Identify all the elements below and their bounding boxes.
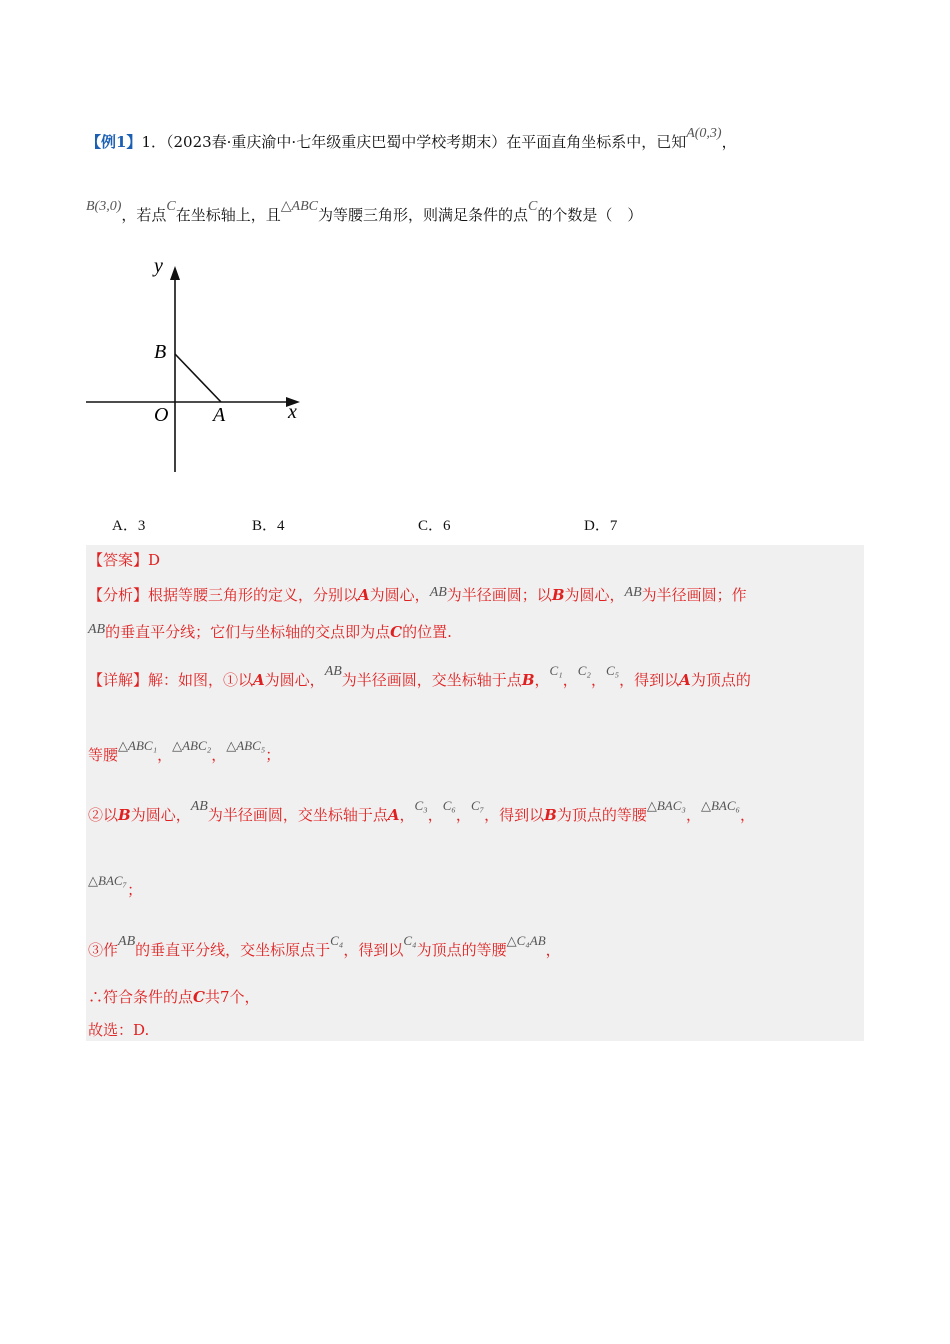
triangle-abc5: △ABC₅ bbox=[226, 738, 266, 753]
detail-text: ∴符合条件的点 bbox=[88, 988, 194, 1006]
question-text-2: ，若点 bbox=[121, 206, 167, 224]
point-c4: C₄ bbox=[403, 933, 417, 948]
question-number: 1． bbox=[141, 133, 166, 151]
question-source: （2023春·重庆渝中·七年级重庆巴蜀中学校考期末） bbox=[165, 133, 507, 151]
origin-label: O bbox=[154, 404, 169, 426]
triangle-c4ab: △C₄AB bbox=[506, 933, 546, 948]
segment-ab-ref: AB bbox=[324, 664, 342, 679]
detail-text: ③作 bbox=[88, 941, 119, 959]
detail-label: 【详解】 bbox=[88, 671, 149, 689]
point-b-ref: B bbox=[521, 671, 535, 689]
detail-line-4: △BAC₇； bbox=[88, 873, 143, 899]
segment-ab-ref: AB bbox=[88, 622, 106, 637]
segment-ab-ref: AB bbox=[118, 934, 136, 949]
example-tag: 【例1】 bbox=[86, 133, 142, 151]
detail-line-2: 等腰△ABC₁，△ABC₂，△ABC₅； bbox=[88, 738, 281, 764]
question-text-1: 在平面直角坐标系中，已知 bbox=[506, 133, 687, 151]
detail-text: 为顶点的等腰 bbox=[556, 806, 647, 824]
triangle-bac3: △BAC₃ bbox=[646, 798, 686, 813]
detail-line-3: ②以B为圆心，AB为半径画圆，交坐标轴于点A，C₃，C₆，C₇，得到以B为顶点的等腰△BAC₃，△BAC₆， bbox=[88, 798, 756, 824]
point-b-ref: B bbox=[118, 806, 131, 824]
detail-line-7 bbox=[88, 1020, 149, 1040]
detail-text: 等腰 bbox=[88, 746, 119, 764]
question-text-3: 在坐标轴上，且 bbox=[175, 206, 281, 224]
detail-line-5: ③作AB的垂直平分线，交坐标原点于C₄，得到以C₄为顶点的等腰△C₄AB， bbox=[88, 933, 561, 959]
point-a-ref: A bbox=[253, 671, 265, 689]
analysis-label: 【分析】 bbox=[88, 586, 149, 604]
point-b-coord: B(3,0) bbox=[86, 199, 122, 214]
point-a-ref: A bbox=[387, 806, 400, 824]
point-b-ref: B bbox=[544, 806, 557, 824]
detail-text: 为圆心， bbox=[264, 671, 325, 689]
detail-text: 为顶点的等腰 bbox=[416, 941, 507, 959]
detail-line-1: 【详解】解：如图，①以A为圆心，AB为半径画圆，交坐标轴于点B，C₁，C₂，C₅，得到以A为顶点的 bbox=[88, 663, 751, 689]
point-a-ref: A bbox=[358, 586, 370, 604]
segment-ab-ref: AB bbox=[429, 585, 447, 600]
analysis-line-2 bbox=[88, 622, 452, 644]
detail-text: ， bbox=[534, 671, 550, 689]
question-line-1 bbox=[86, 126, 737, 154]
option-c[interactable]: C．6 bbox=[418, 518, 451, 534]
x-axis-label: x bbox=[288, 401, 297, 423]
detail-text: 为顶点的 bbox=[690, 671, 751, 689]
detail-text: 的垂直平分线，交坐标原点于 bbox=[135, 941, 331, 959]
point-c5: C₅ bbox=[605, 663, 620, 678]
analysis-text: 为圆心， bbox=[564, 586, 625, 604]
point-c2: C₂ bbox=[577, 663, 591, 678]
analysis-text: 的位置. bbox=[402, 623, 452, 641]
option-a[interactable]: A．3 bbox=[112, 518, 146, 534]
coordinate-figure bbox=[80, 250, 320, 480]
point-c6: C₆ bbox=[442, 798, 456, 813]
detail-text: 为半径画圆，交坐标轴于点 bbox=[341, 671, 522, 689]
comma: ， bbox=[721, 133, 737, 151]
point-c7: C₇ bbox=[470, 798, 485, 813]
analysis-text: 根据等腰三角形的定义，分别以 bbox=[148, 586, 359, 604]
detail-text: 为圆心， bbox=[130, 806, 191, 824]
detail-text: ，得到以 bbox=[484, 806, 545, 824]
point-c1: C₁ bbox=[549, 663, 563, 678]
y-axis-label: y bbox=[154, 255, 163, 277]
conclusion-text: 故选：D. bbox=[88, 1021, 150, 1039]
detail-text: ②以 bbox=[88, 806, 119, 824]
question-text-5: 的个数是（ ） bbox=[537, 206, 643, 224]
triangle-bac7: △BAC₇ bbox=[88, 873, 128, 888]
segment-ab-ref: AB bbox=[190, 799, 208, 814]
point-c-ref: C bbox=[193, 988, 205, 1006]
detail-text: 解：如图，①以 bbox=[148, 671, 254, 689]
point-a-coord: A(0,3) bbox=[686, 126, 722, 141]
triangle-abc1: △ABC₁ bbox=[118, 738, 158, 753]
point-a-ref: A bbox=[679, 671, 691, 689]
analysis-line-1 bbox=[88, 585, 747, 607]
point-b-label: B bbox=[154, 341, 167, 363]
analysis-text: 为半径画圆；以 bbox=[446, 586, 552, 604]
detail-text: 共7个， bbox=[204, 988, 260, 1006]
analysis-text: 为圆心， bbox=[369, 586, 430, 604]
triangle-abc2: △ABC₂ bbox=[172, 738, 212, 753]
detail-text: ，得到以 bbox=[619, 671, 680, 689]
triangle-abc: △ABC bbox=[280, 199, 318, 214]
segment-ab-ref: AB bbox=[624, 585, 642, 600]
point-b-ref: B bbox=[551, 586, 565, 604]
detail-line-6 bbox=[88, 987, 260, 1007]
point-c-ref: C bbox=[390, 623, 403, 641]
answer-line bbox=[88, 550, 160, 570]
option-d[interactable]: D．7 bbox=[584, 518, 618, 534]
question-line-2 bbox=[86, 199, 643, 227]
analysis-text: 的垂直平分线；它们与坐标轴的交点即为点 bbox=[105, 623, 391, 641]
point-c3: C₃ bbox=[414, 798, 428, 813]
detail-text: ，得到以 bbox=[343, 941, 404, 959]
point-c-symbol: C bbox=[166, 199, 176, 214]
option-b[interactable]: B．4 bbox=[252, 518, 285, 534]
analysis-text: 为半径画圆；作 bbox=[641, 586, 747, 604]
segment-ab bbox=[175, 354, 221, 402]
answer-label: 【答案】 bbox=[88, 551, 149, 569]
triangle-bac6: △BAC₆ bbox=[700, 798, 741, 813]
question-text-4: 为等腰三角形，则满足条件的点 bbox=[317, 206, 528, 224]
y-axis-arrow-icon bbox=[170, 266, 180, 280]
point-c4: C₄ bbox=[330, 933, 344, 948]
point-c-symbol-2: C bbox=[528, 199, 538, 214]
detail-text: 为半径画圆，交坐标轴于点 bbox=[207, 806, 388, 824]
answer-value: D bbox=[148, 551, 161, 569]
solution-panel bbox=[86, 545, 864, 1041]
point-a-label: A bbox=[213, 404, 226, 426]
